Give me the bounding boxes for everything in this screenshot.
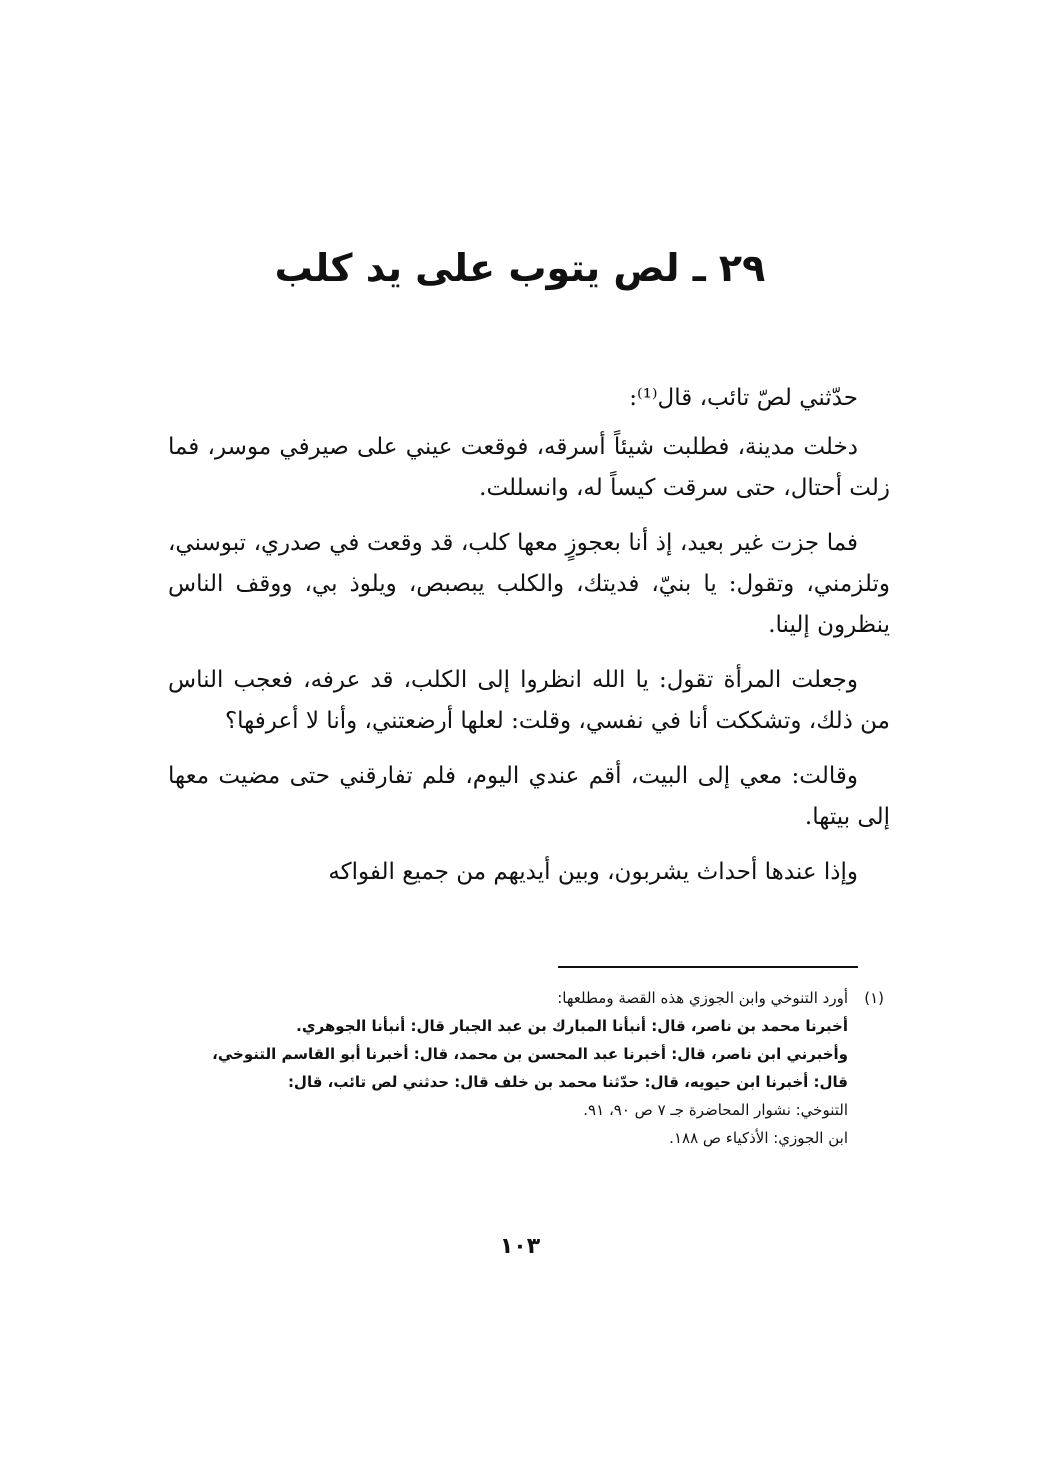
footnote-separator <box>558 966 858 968</box>
footnote-line: أخبرنا محمد بن ناصر، قال: أنبأنا المبارك بن عبد الجبار قال: أنبأنا الجوهري. <box>296 1017 848 1035</box>
paragraph: فما جزت غير بعيد، إذ أنا بعجوزٍ معها كلب، قد وقعت في صدري، تبوسني، وتلزمني، وتقول: يا بنيّ، فديتك، والكلب يبصبص، ويلوذ بي، ووقف الناس ينظرون إلينا. <box>168 530 890 638</box>
footnote-first-line <box>160 984 884 1012</box>
footnote-line: التنوخي: نشوار المحاضرة جـ ٧ ص ٩٠، ٩١. <box>583 1101 848 1119</box>
footnotes <box>160 984 884 1152</box>
paragraph: وقالت: معي إلى البيت، أقم عندي اليوم، فلم تفارقني حتى مضيت معها إلى بيتها. <box>168 763 890 830</box>
page-number: ١٠٣ <box>499 1234 541 1259</box>
paragraph: دخلت مدينة، فطلبت شيئاً أسرقه، فوقعت عيني على صيرفي موسر، فما زلت أحتال، حتى سرقت كيساً له، وانسللت. <box>168 434 890 501</box>
footnote-intro: أورد التنوخي وابن الجوزي هذه القصة ومطلعها: <box>557 989 848 1007</box>
chapter-title: ٢٩ ـ لص يتوب على يد كلب <box>274 246 766 290</box>
main-text <box>168 378 890 907</box>
paragraph: وجعلت المرأة تقول: يا الله انظروا إلى الكلب، قد عرفه، فعجب الناس من ذلك، وتشككت أنا في نفسي، وقلت: لعلها أرضعتني، وأنا لا أعرفها؟ <box>168 667 890 734</box>
footnote-line: ابن الجوزي: الأذكياء ص ١٨٨. <box>669 1129 848 1147</box>
footnote-line: قال: أخبرنا ابن حيويه، قال: حدّثنا محمد بن خلف قال: حدثني لص تائب، قال: <box>287 1073 848 1091</box>
footnote-number: (١) <box>864 989 884 1007</box>
paragraph: وإذا عندها أحداث يشربون، وبين أيديهم من جميع الفواكه <box>328 859 858 885</box>
intro-line: حدّثني لصّ تائب، قال⁽¹⁾: <box>629 385 858 411</box>
footnote-line: وأخبرني ابن ناصر، قال: أخبرنا عبد المحسن بن محمد، قال: أخبرنا أبو القاسم التنوخي، <box>212 1045 848 1063</box>
